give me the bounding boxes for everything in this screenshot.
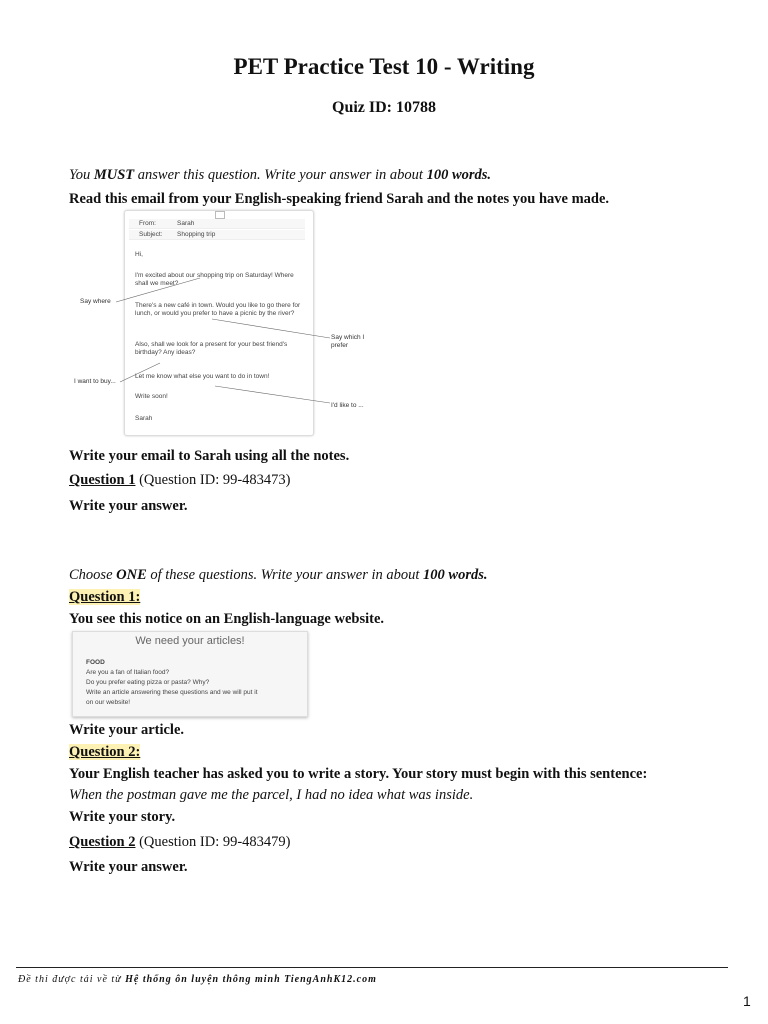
page-title: PET Practice Test 10 - Writing	[233, 54, 535, 79]
note-want-to-buy: I want to buy...	[74, 378, 116, 385]
read-email-line: Read this email from your English-speaking friend Sarah and the notes you have made.	[69, 191, 610, 207]
write-answer-1: Write your answer.	[69, 498, 188, 514]
part2-question-2-text: Your English teacher has asked you to write a story. Your story must begin with this sentence:	[69, 766, 648, 782]
email-paragraph-2: There's a new café in town. Would you like to go there for lunch, or would you prefer to have a picnic by the river?	[135, 302, 301, 317]
footer-text: Đề thi được tải về từ Hệ thống ôn luyện thông minh TiengAnhK12.com	[18, 974, 377, 985]
email-paragraph-3: Also, shall we look for a present for your best friend's birthday? Any ideas?	[135, 341, 288, 356]
notice-line-4: on our website!	[86, 699, 131, 706]
email-signature: Sarah	[135, 415, 153, 422]
part1-instruction: You MUST answer this question. Write your answer in about 100 words.	[69, 167, 492, 183]
email-paragraph-1: I'm excited about our shopping trip on Saturday! Where shall we meet?	[135, 272, 294, 287]
email-paragraph-4: Let me know what else you want to do in town!	[135, 373, 270, 380]
story-first-sentence: When the postman gave me the parcel, I had no idea what was inside.	[69, 787, 474, 803]
part2-question-1-label: Question 1:	[69, 589, 141, 605]
email-closing: Write soon!	[135, 393, 168, 400]
note-id-like: I'd like to ...	[331, 402, 364, 409]
notice-figure	[72, 631, 308, 717]
note-say-where: Say where	[80, 298, 111, 305]
notice-line-3: Write an article answering these questions and we will put it	[86, 689, 258, 696]
write-answer-2: Write your answer.	[69, 859, 188, 875]
question-1-header: Question 1 (Question ID: 99-483473)	[69, 472, 291, 488]
notice-line-2: Do you prefer eating pizza or pasta? Why?	[86, 679, 210, 686]
write-story-instruction: Write your story.	[69, 809, 176, 825]
notice-category: FOOD	[86, 659, 105, 666]
page-number: 1	[743, 993, 751, 1009]
question-2-header: Question 2 (Question ID: 99-483479)	[69, 834, 291, 850]
note-say-which: Say which I prefer	[331, 334, 365, 349]
part2-instruction: Choose ONE of these questions. Write your answer in about 100 words.	[69, 567, 488, 583]
notice-title: We need your articles!	[135, 635, 245, 647]
write-article-instruction: Write your article.	[69, 722, 185, 738]
quiz-id: Quiz ID: 10788	[332, 99, 436, 116]
write-email-instruction: Write your email to Sarah using all the notes.	[69, 448, 350, 464]
part2-question-2-label: Question 2:	[69, 744, 141, 760]
part2-question-1-text: You see this notice on an English-language website.	[69, 611, 385, 627]
email-subject-row: Subject: Shopping trip	[129, 230, 305, 240]
email-greeting: Hi,	[135, 251, 143, 258]
email-from-row: From: Sarah	[129, 219, 305, 229]
footer-rule	[16, 967, 728, 968]
notice-line-1: Are you a fan of Italian food?	[86, 669, 170, 676]
